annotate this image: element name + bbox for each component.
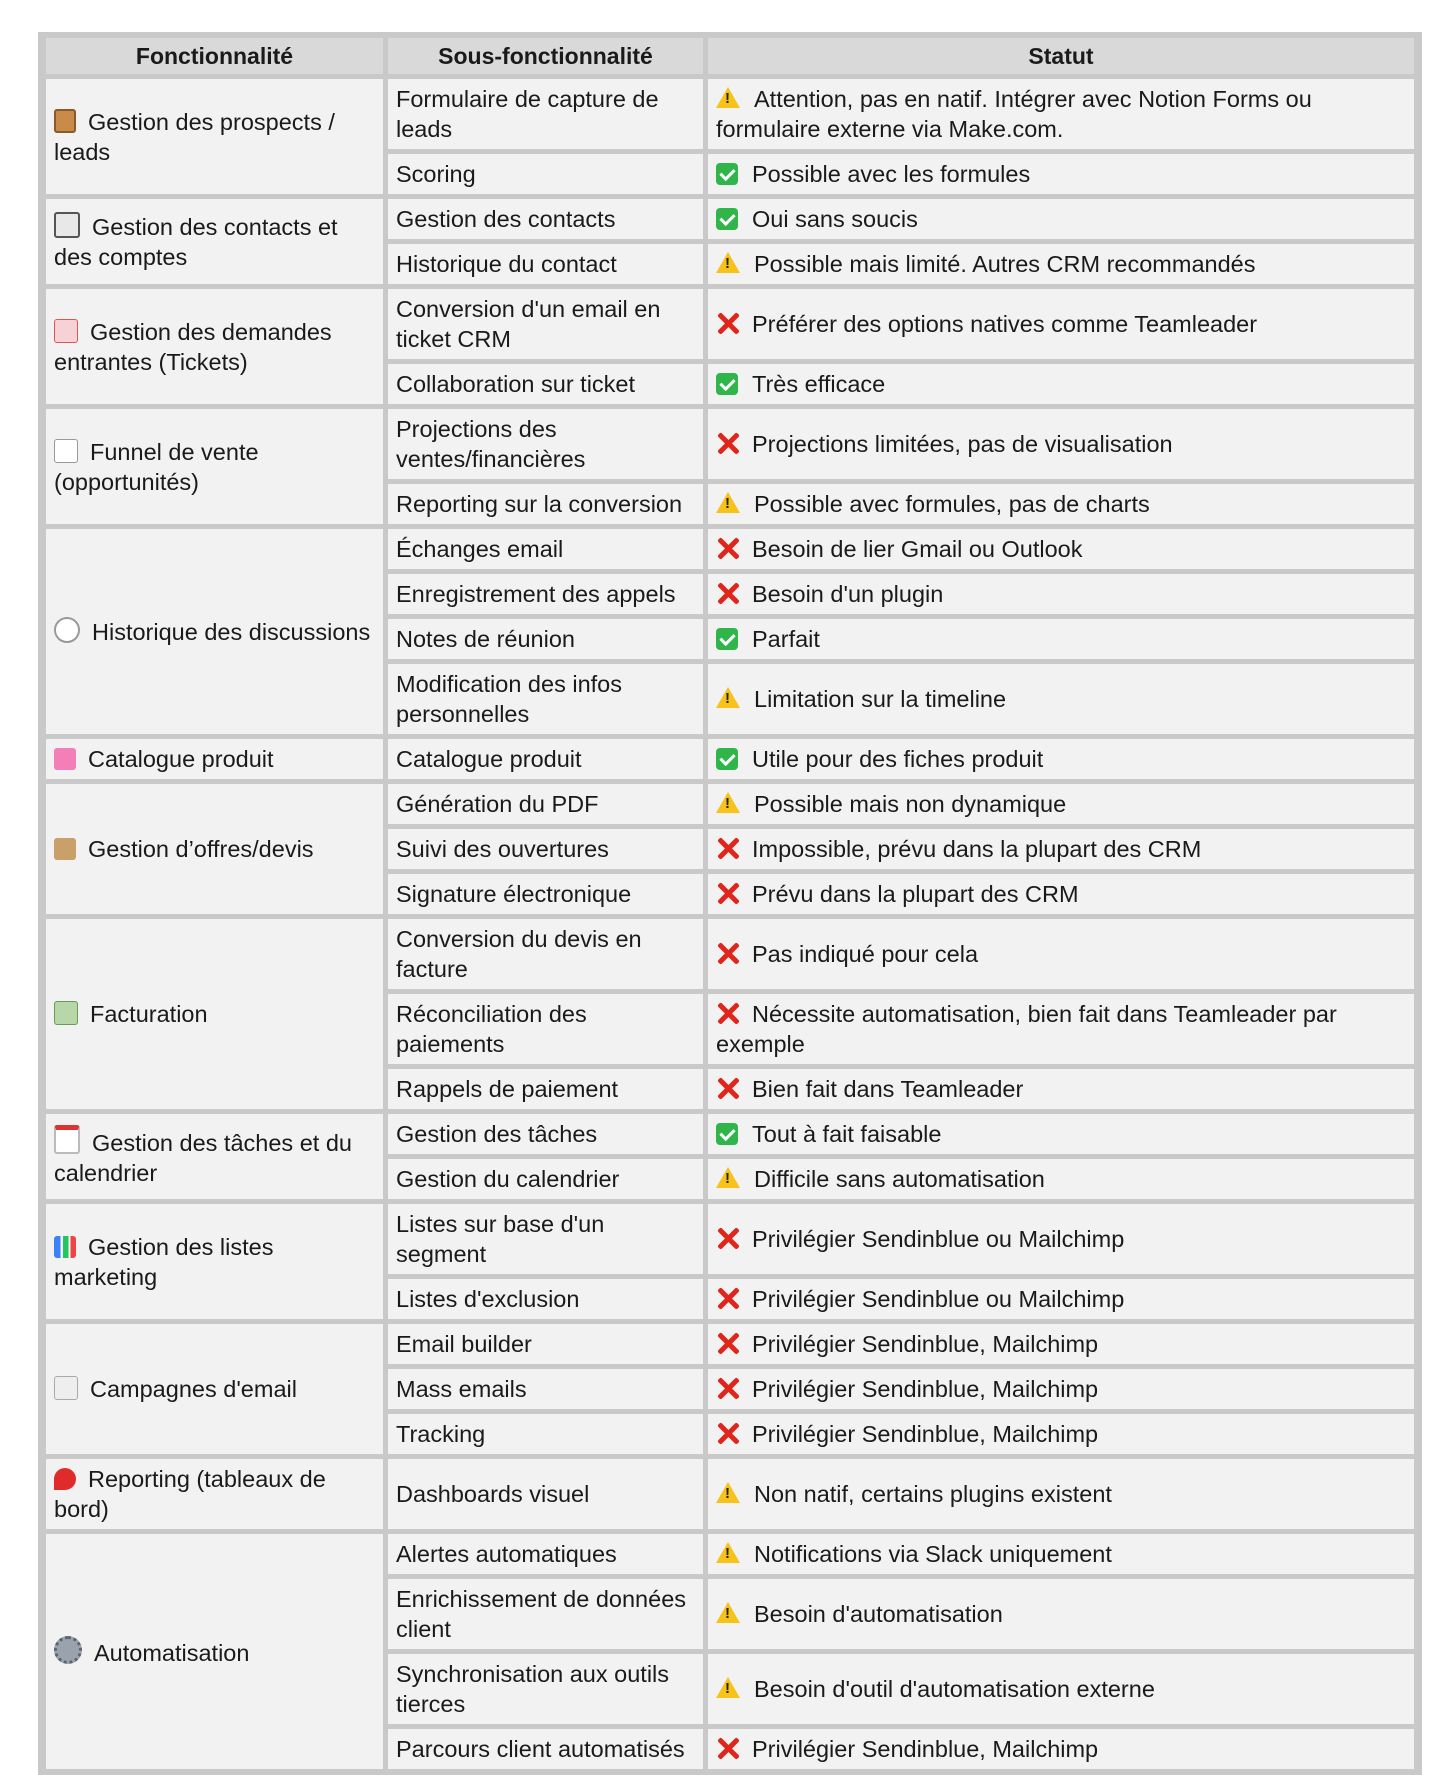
feature-label: Gestion des demandes entrantes (Tickets) <box>54 318 332 375</box>
feature-label: Gestion des contacts et des comptes <box>54 213 338 270</box>
check-mark-icon <box>716 373 738 395</box>
status-text: Oui sans soucis <box>752 206 918 232</box>
sub-feature-cell: Formulaire de capture de leads <box>388 79 703 149</box>
sub-feature-cell: Synchronisation aux outils tierces <box>388 1654 703 1724</box>
feature-cell <box>46 1534 383 1769</box>
sub-feature-cell: Conversion d'un email en ticket CRM <box>388 289 703 359</box>
table-row <box>46 289 1414 359</box>
warning-icon <box>716 1677 740 1698</box>
feature-label: Gestion des tâches et du calendrier <box>54 1130 352 1186</box>
header-sous-fonctionnalite: Sous-fonctionnalité <box>388 38 703 74</box>
status-cell <box>708 874 1414 914</box>
status-text: Privilégier Sendinblue ou Mailchimp <box>752 1286 1125 1312</box>
status-text: Projections limitées, pas de visualisation <box>752 431 1173 457</box>
cross-mark-icon <box>716 581 740 605</box>
feature-cell <box>46 1114 383 1199</box>
feature-table-frame <box>38 32 1422 1775</box>
status-cell <box>708 409 1414 479</box>
cross-mark-icon <box>716 881 740 905</box>
cross-mark-icon <box>716 311 740 335</box>
status-cell <box>708 1729 1414 1769</box>
status-text: Privilégier Sendinblue, Mailchimp <box>752 1331 1099 1357</box>
warning-icon <box>716 792 740 813</box>
sub-feature-cell: Parcours client automatisés <box>388 1729 703 1769</box>
status-cell <box>708 1579 1414 1649</box>
status-text: Parfait <box>752 626 820 652</box>
status-text: Privilégier Sendinblue, Mailchimp <box>752 1421 1099 1447</box>
sub-feature-cell: Mass emails <box>388 1369 703 1409</box>
status-cell <box>708 1459 1414 1529</box>
status-cell <box>708 199 1414 239</box>
sub-feature-cell: Catalogue produit <box>388 739 703 779</box>
table-row <box>46 1204 1414 1274</box>
feature-label: Automatisation <box>94 1639 250 1666</box>
cross-mark-icon <box>716 1076 740 1100</box>
check-mark-icon <box>716 748 738 770</box>
status-cell <box>708 244 1414 284</box>
bar-chart-icon <box>54 1236 76 1258</box>
table-row <box>46 1114 1414 1154</box>
sub-feature-cell: Email builder <box>388 1324 703 1364</box>
cross-mark-icon <box>716 1736 740 1760</box>
table-row <box>46 409 1414 479</box>
status-cell <box>708 154 1414 194</box>
feature-cell <box>46 1324 383 1454</box>
cross-mark-icon <box>716 1331 740 1355</box>
status-cell <box>708 529 1414 569</box>
sub-feature-cell: Réconciliation des paiements <box>388 994 703 1064</box>
sub-feature-cell: Échanges email <box>388 529 703 569</box>
table-row <box>46 1534 1414 1574</box>
cross-mark-icon <box>716 1421 740 1445</box>
cross-mark-icon <box>716 1001 740 1025</box>
status-text: Non natif, certains plugins existent <box>754 1481 1112 1507</box>
cross-mark-icon <box>716 836 740 860</box>
status-text: Attention, pas en natif. Intégrer avec Notion Forms ou formulaire externe via Make.com. <box>716 86 1312 142</box>
status-cell <box>708 664 1414 734</box>
status-text: Impossible, prévu dans la plupart des CRM <box>752 836 1202 862</box>
status-text: Possible mais limité. Autres CRM recommandés <box>754 251 1256 277</box>
sub-feature-cell: Gestion des tâches <box>388 1114 703 1154</box>
feature-label: Gestion des listes marketing <box>54 1233 274 1290</box>
header-fonctionnalite: Fonctionnalité <box>46 38 383 74</box>
status-text: Besoin d'automatisation <box>754 1601 1003 1627</box>
feature-cell <box>46 79 383 194</box>
status-cell <box>708 79 1414 149</box>
status-text: Notifications via Slack uniquement <box>754 1541 1112 1567</box>
status-text: Préférer des options natives comme Teamleader <box>752 311 1258 337</box>
feature-table <box>41 33 1419 1774</box>
feature-label: Funnel de vente (opportunités) <box>54 438 259 495</box>
warning-icon <box>716 252 740 273</box>
sub-feature-cell: Dashboards visuel <box>388 1459 703 1529</box>
status-text: Tout à fait faisable <box>752 1121 942 1147</box>
status-text: Possible avec les formules <box>752 161 1031 187</box>
feature-label: Catalogue produit <box>88 746 274 772</box>
status-cell <box>708 1204 1414 1274</box>
warning-icon <box>716 1482 740 1503</box>
sub-feature-cell: Collaboration sur ticket <box>388 364 703 404</box>
feature-cell <box>46 529 383 734</box>
status-text: Privilégier Sendinblue, Mailchimp <box>752 1376 1099 1402</box>
status-text: Utile pour des fiches produit <box>752 746 1044 772</box>
warning-icon <box>716 1602 740 1623</box>
warning-icon <box>716 687 740 708</box>
check-mark-icon <box>716 1123 738 1145</box>
sub-feature-cell: Rappels de paiement <box>388 1069 703 1109</box>
status-cell <box>708 1069 1414 1109</box>
envelope-icon <box>54 1376 78 1400</box>
cross-mark-icon <box>716 1286 740 1310</box>
status-text: Pas indiqué pour cela <box>752 941 979 967</box>
status-cell <box>708 1114 1414 1154</box>
warning-icon <box>716 87 740 108</box>
sub-feature-cell: Listes d'exclusion <box>388 1279 703 1319</box>
status-text: Privilégier Sendinblue, Mailchimp <box>752 1736 1099 1762</box>
table-row <box>46 784 1414 824</box>
feature-cell <box>46 739 383 779</box>
feature-cell <box>46 919 383 1109</box>
sub-feature-cell: Enregistrement des appels <box>388 574 703 614</box>
sub-feature-cell: Génération du PDF <box>388 784 703 824</box>
feature-label: Historique des discussions <box>92 618 371 645</box>
status-cell <box>708 484 1414 524</box>
status-cell <box>708 994 1414 1064</box>
clipboard-icon <box>54 109 76 133</box>
status-cell <box>708 1654 1414 1724</box>
cross-mark-icon <box>716 536 740 560</box>
pushpin-icon <box>54 1468 76 1490</box>
status-cell <box>708 919 1414 989</box>
status-cell <box>708 574 1414 614</box>
feature-label: Gestion d’offres/devis <box>88 836 314 862</box>
status-text: Bien fait dans Teamleader <box>752 1076 1024 1102</box>
warning-icon <box>716 1167 740 1188</box>
status-text: Possible avec formules, pas de charts <box>754 491 1150 517</box>
table-row <box>46 529 1414 569</box>
feature-cell <box>46 199 383 284</box>
warning-icon <box>716 492 740 513</box>
status-cell <box>708 1369 1414 1409</box>
status-text: Nécessite automatisation, bien fait dans Teamleader par exemple <box>716 1001 1337 1057</box>
status-text: Besoin d'outil d'automatisation externe <box>754 1676 1155 1702</box>
table-row <box>46 79 1414 149</box>
table-row <box>46 919 1414 989</box>
status-text: Prévu dans la plupart des CRM <box>752 881 1079 907</box>
status-cell <box>708 1279 1414 1319</box>
status-cell <box>708 829 1414 869</box>
sub-feature-cell: Notes de réunion <box>388 619 703 659</box>
feature-cell <box>46 1204 383 1319</box>
sub-feature-cell: Conversion du devis en facture <box>388 919 703 989</box>
sub-feature-cell: Scoring <box>388 154 703 194</box>
status-text: Besoin d'un plugin <box>752 581 944 607</box>
sub-feature-cell: Modification des infos personnelles <box>388 664 703 734</box>
dollar-banknote-icon <box>54 1001 78 1025</box>
status-text: Limitation sur la timeline <box>754 686 1007 712</box>
cross-mark-icon <box>716 431 740 455</box>
table-row <box>46 1324 1414 1364</box>
check-mark-icon <box>716 628 738 650</box>
card-index-icon <box>54 212 80 238</box>
feature-label: Gestion des prospects / leads <box>54 108 335 165</box>
table-row <box>46 199 1414 239</box>
sub-feature-cell: Tracking <box>388 1414 703 1454</box>
sub-feature-cell: Suivi des ouvertures <box>388 829 703 869</box>
calendar-icon <box>54 1125 80 1154</box>
status-text: Privilégier Sendinblue ou Mailchimp <box>752 1226 1125 1252</box>
status-cell <box>708 1414 1414 1454</box>
header-row <box>46 38 1414 74</box>
sub-feature-cell: Signature électronique <box>388 874 703 914</box>
sub-feature-cell: Projections des ventes/financières <box>388 409 703 479</box>
status-text: Très efficace <box>752 371 886 397</box>
feature-cell <box>46 784 383 914</box>
scroll-icon <box>54 838 76 860</box>
check-mark-icon <box>716 163 738 185</box>
cross-mark-icon <box>716 941 740 965</box>
status-cell <box>708 784 1414 824</box>
sub-feature-cell: Alertes automatiques <box>388 1534 703 1574</box>
feature-label: Campagnes d'email <box>90 1376 297 1402</box>
cross-mark-icon <box>716 1376 740 1400</box>
cross-mark-icon <box>716 1226 740 1250</box>
table-body <box>46 79 1414 1769</box>
status-cell <box>708 364 1414 404</box>
warning-icon <box>716 1542 740 1563</box>
feature-cell <box>46 289 383 404</box>
sub-feature-cell: Reporting sur la conversion <box>388 484 703 524</box>
sub-feature-cell: Historique du contact <box>388 244 703 284</box>
status-cell <box>708 1159 1414 1199</box>
feature-label: Facturation <box>90 1001 208 1027</box>
chart-increasing-icon <box>54 439 78 463</box>
status-text: Besoin de lier Gmail ou Outlook <box>752 536 1083 562</box>
status-text: Difficile sans automatisation <box>754 1166 1045 1192</box>
love-letter-icon <box>54 319 78 343</box>
feature-cell <box>46 1459 383 1529</box>
status-cell <box>708 619 1414 659</box>
status-cell <box>708 1534 1414 1574</box>
sub-feature-cell: Enrichissement de données client <box>388 1579 703 1649</box>
speech-bubble-icon <box>54 617 80 643</box>
shopping-bags-icon <box>54 748 76 770</box>
status-cell <box>708 289 1414 359</box>
feature-label: Reporting (tableaux de bord) <box>54 1466 326 1522</box>
sub-feature-cell: Gestion du calendrier <box>388 1159 703 1199</box>
table-row <box>46 1459 1414 1529</box>
table-row <box>46 739 1414 779</box>
status-cell <box>708 1324 1414 1364</box>
gear-icon <box>54 1636 82 1664</box>
status-text: Possible mais non dynamique <box>754 791 1067 817</box>
feature-cell <box>46 409 383 524</box>
sub-feature-cell: Listes sur base d'un segment <box>388 1204 703 1274</box>
status-cell <box>708 739 1414 779</box>
check-mark-icon <box>716 208 738 230</box>
header-statut: Statut <box>708 38 1414 74</box>
sub-feature-cell: Gestion des contacts <box>388 199 703 239</box>
